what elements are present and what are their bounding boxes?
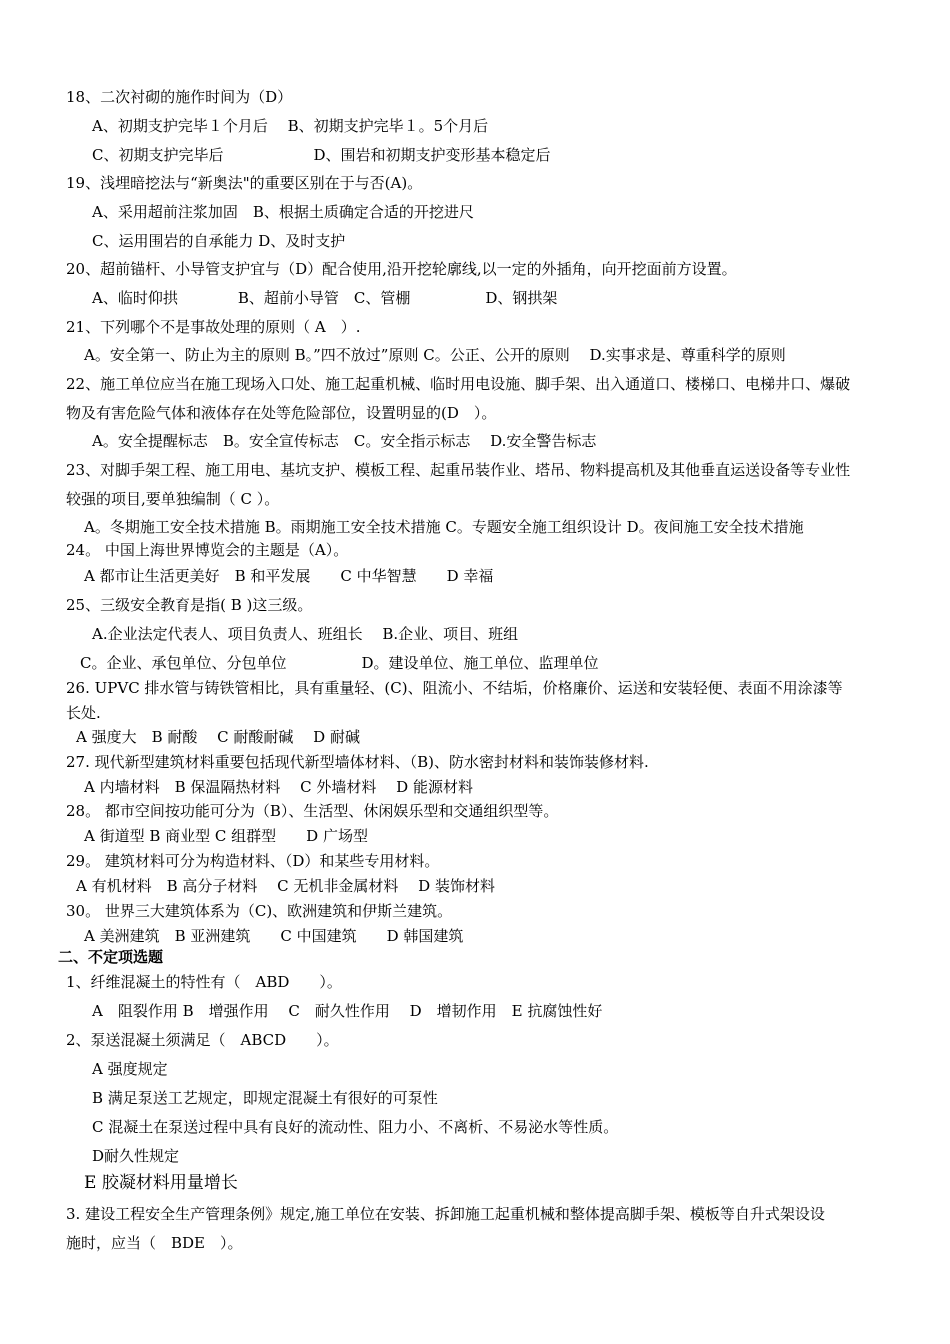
mc-q2-option-c: C 混凝土在泵送过程中具有良好的流动性、阻力小、不离析、不易泌水等性质。 [92, 1118, 619, 1136]
q25-options-ab: A.企业法定代表人、项目负责人、班组长 B.企业、项目、班组 [92, 625, 519, 643]
q20-options: A、临时仰拱 B、超前小导管 C、管棚 D、钢拱架 [92, 289, 558, 307]
question-23-line2: 较强的项目,要单独编制（ C ）。 [66, 490, 280, 508]
q18-options-ab: A、初期支护完毕１个月后 B、初期支护完毕１。5个月后 [92, 117, 489, 135]
q23-options: A。冬期施工安全技术措施 B。雨期施工安全技术措施 C。专题安全施工组织设计 D。夜间施工安全技术措施 [84, 518, 804, 536]
question-25: 25、三级安全教育是指( B )这三级。 [66, 596, 313, 614]
question-18: 18、二次衬砌的施作时间为（D） [66, 88, 293, 106]
question-28: 28。 都市空间按功能可分为（B）、生活型、休闲娱乐型和交通组织型等。 [66, 802, 559, 820]
mc-question-2: 2、泵送混凝土须满足（ ABCD ）。 [66, 1031, 339, 1049]
q18-options-cd: C、初期支护完毕后 D、围岩和初期支护变形基本稳定后 [92, 146, 551, 164]
q19-options-ab: A、采用超前注浆加固 B、根据土质确定合适的开挖进尺 [92, 203, 474, 221]
section-heading-multiple-choice: 二、不定项选题 [58, 948, 164, 966]
mc-question-1: 1、纤维混凝土的特性有（ ABD ）。 [66, 973, 342, 991]
question-26-line2: 长处. [66, 704, 101, 722]
q21-options: A。安全第一、防止为主的原则 B。”四不放过”原则 C。公正、公开的原则 D.实事求是、尊重科学的原则 [84, 346, 786, 364]
q19-options-cd: C、运用围岩的自承能力 D、及时支护 [92, 232, 346, 250]
q26-options: A 强度大 B 耐酸 C 耐酸耐碱 D 耐碱 [76, 728, 360, 746]
mc-q2-option-d: D耐久性规定 [92, 1147, 180, 1165]
q30-options: A 美洲建筑 B 亚洲建筑 C 中国建筑 D 韩国建筑 [84, 927, 464, 945]
question-21: 21、下列哪个不是事故处理的原则（ A ）. [66, 318, 361, 336]
question-27: 27. 现代新型建筑材料重要包括现代新型墙体材料、（B)、防水密封材料和装饰装修材料. [66, 753, 649, 771]
question-26-line1: 26. UPVC 排水管与铸铁管相比，具有重量轻、(C)、阻流小、不结垢，价格廉价、运送和安装轻便、表面不用涂漆等 [66, 679, 843, 697]
q24-options: A 都市让生活更美好 B 和平发展 C 中华智慧 D 幸福 [84, 567, 494, 585]
mc-question-3-line2: 施时，应当（ BDE ）。 [66, 1234, 243, 1252]
mc-q1-options: A 阻裂作用 B 增强作用 C 耐久性作用 D 增韧作用 E 抗腐蚀性好 [92, 1002, 603, 1020]
q27-options: A 内墙材料 B 保温隔热材料 C 外墙材料 D 能源材料 [84, 778, 473, 796]
mc-q2-option-a: A 强度规定 [92, 1060, 168, 1078]
question-22-line2: 物及有害危险气体和液体存在处等危险部位，设置明显的(D ）。 [66, 404, 497, 422]
question-23-line1: 23、对脚手架工程、施工用电、基坑支护、模板工程、起重吊装作业、塔吊、物料提高机及其他垂直运送设备等专业性 [66, 461, 851, 479]
question-19: 19、浅埋暗挖法与“新奥法"的重要区别在于与否(A)。 [66, 174, 423, 192]
q22-options: A。安全提醒标志 B。安全宣传标志 C。安全指示标志 D.安全警告标志 [92, 432, 597, 450]
q29-options: A 有机材料 B 高分子材料 C 无机非金属材料 D 装饰材料 [76, 877, 495, 895]
question-30: 30。 世界三大建筑体系为（C)、欧洲建筑和伊斯兰建筑。 [66, 902, 453, 920]
q28-options: A 街道型 B 商业型 C 组群型 D 广场型 [84, 827, 368, 845]
question-20: 20、超前锚杆、小导管支护宜与（D）配合使用,沿开挖轮廓线,以一定的外插角，向开挖面前方设置。 [66, 260, 737, 278]
mc-q2-option-e: E 胶凝材料用量增长 [84, 1173, 238, 1193]
mc-q2-option-b: B 满足泵送工艺规定，即规定混凝土有很好的可泵性 [92, 1089, 438, 1107]
q25-options-cd: C。企业、承包单位、分包单位 D。建设单位、施工单位、监理单位 [80, 654, 599, 672]
question-24: 24。 中国上海世界博览会的主题是（A）。 [66, 541, 349, 559]
question-29: 29。 建筑材料可分为构造材料、（D）和某些专用材料。 [66, 852, 440, 870]
mc-question-3-line1: 3. 建设工程安全生产管理条例》规定,施工单位在安装、拆卸施工起重机械和整体提高脚手架、模板等自升式架设设 [66, 1205, 825, 1223]
question-22-line1: 22、施工单位应当在施工现场入口处、施工起重机械、临时用电设施、脚手架、出入通道口、楼梯口、电梯井口、爆破 [66, 375, 851, 393]
